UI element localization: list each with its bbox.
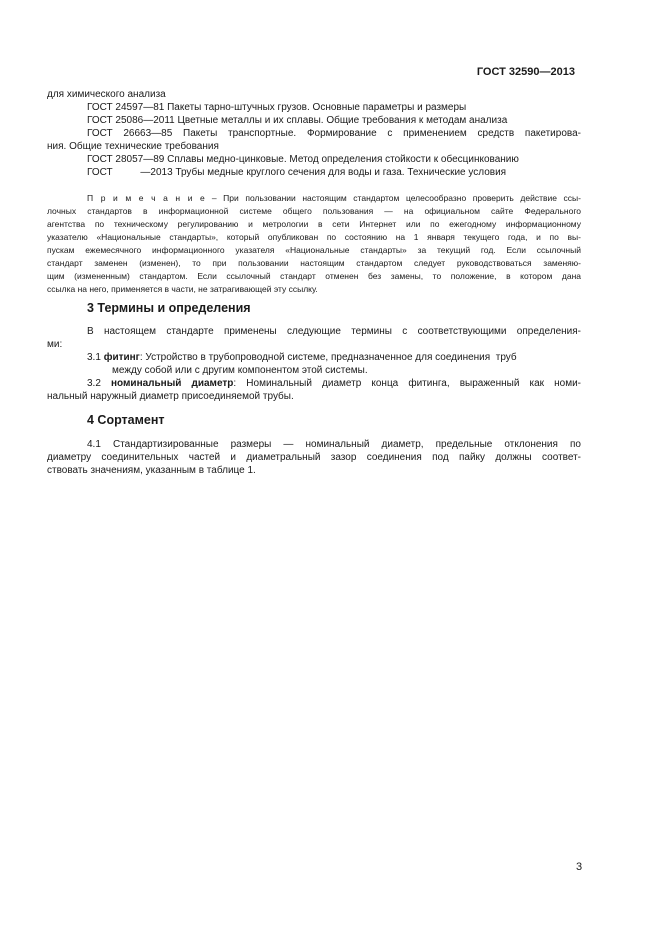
note-label: П р и м е ч а н и е bbox=[87, 193, 206, 203]
term-definition: : Номинальный диаметр конца фитинга, выраженный как номи- bbox=[233, 378, 582, 389]
note-line: ссылка на него, применяется в части, не затрагивающей эту ссылку. bbox=[47, 284, 318, 294]
term-name: номинальный диаметр bbox=[111, 378, 234, 389]
note-first-line bbox=[87, 192, 581, 205]
term-name: фитинг bbox=[103, 352, 140, 363]
term-definition-cont: нальный наружный диаметр присоединяемой трубы. bbox=[47, 391, 294, 402]
section-3-intro-cont: ми: bbox=[47, 339, 63, 350]
note-line: пускам ежемесячного информационного указателя «Национальные стандарты» за текущий год. Если ссылочный bbox=[47, 245, 581, 255]
note-line: агентства по техническому регулированию и метрологии в сети Интернет или по ежегодному информационному bbox=[47, 219, 581, 229]
refs-continued-line: для химического анализа bbox=[47, 89, 166, 100]
note-text: – При пользовании настоящим стандартом целесообразно проверить действие ссы- bbox=[205, 193, 581, 203]
term-number: 3.1 bbox=[87, 352, 104, 363]
term-definition-cont: между собой или с другим компонентом этой системы. bbox=[112, 365, 368, 376]
section-3-intro: В настоящем стандарте применены следующие термины с соответствующими определения- bbox=[87, 326, 581, 337]
ref-item-continued: ния. Общие технические требования bbox=[47, 141, 219, 152]
ref-item: ГОСТ —2013 Трубы медные круглого сечения для воды и газа. Технические условия bbox=[87, 167, 507, 178]
ref-item: ГОСТ 25086—2011 Цветные металлы и их сплавы. Общие требования к методам анализа bbox=[87, 115, 508, 126]
term-nominal-diameter bbox=[87, 377, 581, 390]
document-header: ГОСТ 32590—2013 bbox=[476, 66, 575, 78]
term-definition: : Устройство в трубопроводной системе, предназначенное для соединения труб bbox=[139, 352, 517, 363]
section-4-paragraph-cont: диаметру соединительных частей и диаметральный зазор соединения под пайку должны соответ- bbox=[47, 452, 581, 463]
section-4-heading: 4 Сортамент bbox=[87, 413, 165, 427]
page-number: 3 bbox=[576, 861, 583, 873]
term-number: 3.2 bbox=[87, 378, 112, 389]
section-4-paragraph-cont: ствовать значениям, указанным в таблице 1. bbox=[47, 465, 256, 476]
ref-item: ГОСТ 28057—89 Сплавы медно-цинковые. Метод определения стойкости к обесцинкованию bbox=[87, 154, 519, 165]
note-line: лочных стандартов в информационной системе общего пользования — на официальном сайте Федерального bbox=[47, 206, 581, 216]
section-4-paragraph: 4.1 Стандартизированные размеры — номинальный диаметр, предельные отклонения по bbox=[87, 439, 581, 450]
ref-item: ГОСТ 26663—85 Пакеты транспортные. Формирование с применением средств пакетирова- bbox=[87, 128, 581, 139]
term-fitting bbox=[87, 351, 517, 364]
note-line: указателю «Национальные стандарты», который опубликован по состоянию на 1 января текущего года, и по вы- bbox=[47, 232, 581, 242]
section-3-heading: 3 Термины и определения bbox=[87, 301, 251, 315]
note-line: щим (измененным) стандартом. Если ссылочный стандарт отменен без замены, то положение, в котором дана bbox=[47, 271, 581, 281]
note-line: стандарт заменен (изменен), то при пользовании настоящим стандартом следует руководствоваться заменяю- bbox=[47, 258, 581, 268]
ref-item: ГОСТ 24597—81 Пакеты тарно-штучных грузов. Основные параметры и размеры bbox=[87, 102, 467, 113]
